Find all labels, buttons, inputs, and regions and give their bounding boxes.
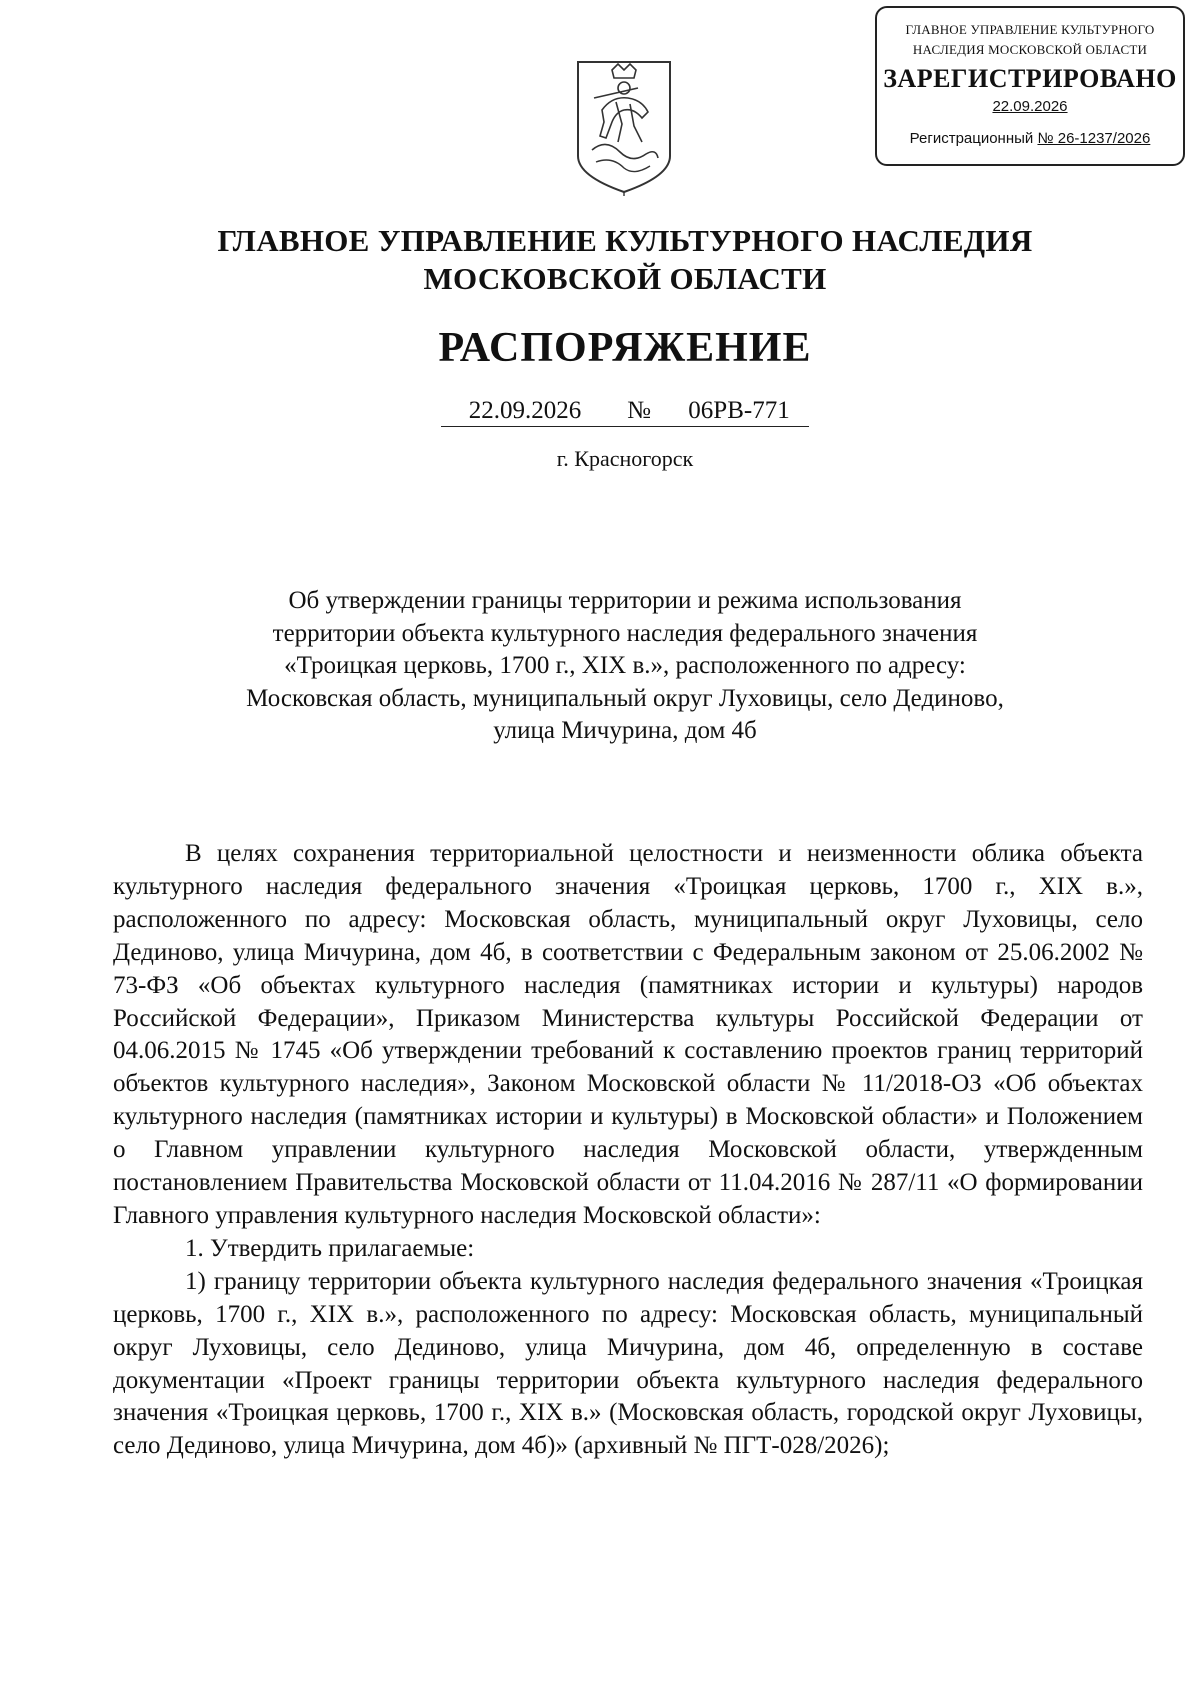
subject-line5: улица Мичурина, дом 4б [493,717,757,744]
stamp-org [877,18,1183,62]
document-number: 06РВ-771 [669,396,809,427]
document-body [113,838,1143,1463]
subject-line3: «Троицкая церковь, 1700 г., XIX в.», расположенного по адресу: [284,652,966,679]
document-number-line [0,396,1200,427]
preamble-paragraph: В целях сохранения территориальной целостности и неизменности облика объекта культурного наследия федерального значения «Троицкая церковь, 1700 г., XIX в.», расположенного по адресу: Московская область, муниципальный округ Луховицы, село Дединово, улица Мичурина, дом 4б, в соответствии с Федеральным законом от 25.06.2002 № 73-ФЗ «Об объектах культурного наследия (памятниках истории и культуры) народов Российской Федерации», Приказом Министерства культуры Российской Федерации от 04.06.2015 № 1745 «Об утверждении требований к составлению проектов границ территорий объектов культурного наследия», Законом Московской области № 11/2018-ОЗ «Об объектах культурного наследия (памятниках истории и культуры) в Московской области» и Положением о Главном управлении культурного наследия Московской области, утвержденным постановлением Правительства Московской области от 11.04.2016 № 287/11 «О формировании Главного управления культурного наследия Московской области»: [113,840,1143,1229]
stamp-date: 22.09.2026 [992,98,1068,115]
item-1-1: 1) границу территории объекта культурного наследия федерального значения «Троицкая церковь, 1700 г., XIX в.», расположенного по адресу: Московская область, муниципальный округ Луховицы, село Дединово, улица Мичурина, дом 4б, определенную в составе документации «Проект границы территории объекта культурного наследия федерального значения «Троицкая церковь, 1700 г., XIX в.» (Московская область, городской округ Луховицы, село Дединово, улица Мичурина, дом 4б)» (архивный № ПГТ-028/2026); [113,1267,1143,1460]
stamp-reg-value: № 26-1237/2026 [1037,130,1151,147]
issuing-authority-line1: ГЛАВНОЕ УПРАВЛЕНИЕ КУЛЬТУРНОГО НАСЛЕДИЯ [217,223,1033,258]
document-city: г. Красногорск [556,446,694,471]
subject-line2: территории объекта культурного наследия федерального значения [272,619,978,647]
document-type: РАСПОРЯЖЕНИЕ [438,325,812,371]
stamp-org-line2: НАСЛЕДИЯ МОСКОВСКОЙ ОБЛАСТИ [912,42,1148,57]
issuing-authority [0,222,1200,298]
document-subject [0,585,1200,748]
stamp-reg-number [877,126,1183,152]
subject-line4: Московская область, муниципальный округ Луховицы, село Дединово, [246,684,1004,712]
document-date: 22.09.2026 [441,396,609,427]
registration-stamp [875,6,1185,166]
coat-of-arms-icon [572,58,676,196]
stamp-status: ЗАРЕГИСТРИРОВАНО [883,64,1177,93]
stamp-org-line1: ГЛАВНОЕ УПРАВЛЕНИЕ КУЛЬТУРНОГО [905,22,1155,37]
item-1: 1. Утвердить прилагаемые: [185,1234,475,1262]
issuing-authority-line2: МОСКОВСКОЙ ОБЛАСТИ [423,261,827,296]
number-sign: № [609,396,669,427]
subject-line1: Об утверждении границы территории и режима использования [288,587,962,614]
stamp-reg-label: Регистрационный [909,130,1034,147]
